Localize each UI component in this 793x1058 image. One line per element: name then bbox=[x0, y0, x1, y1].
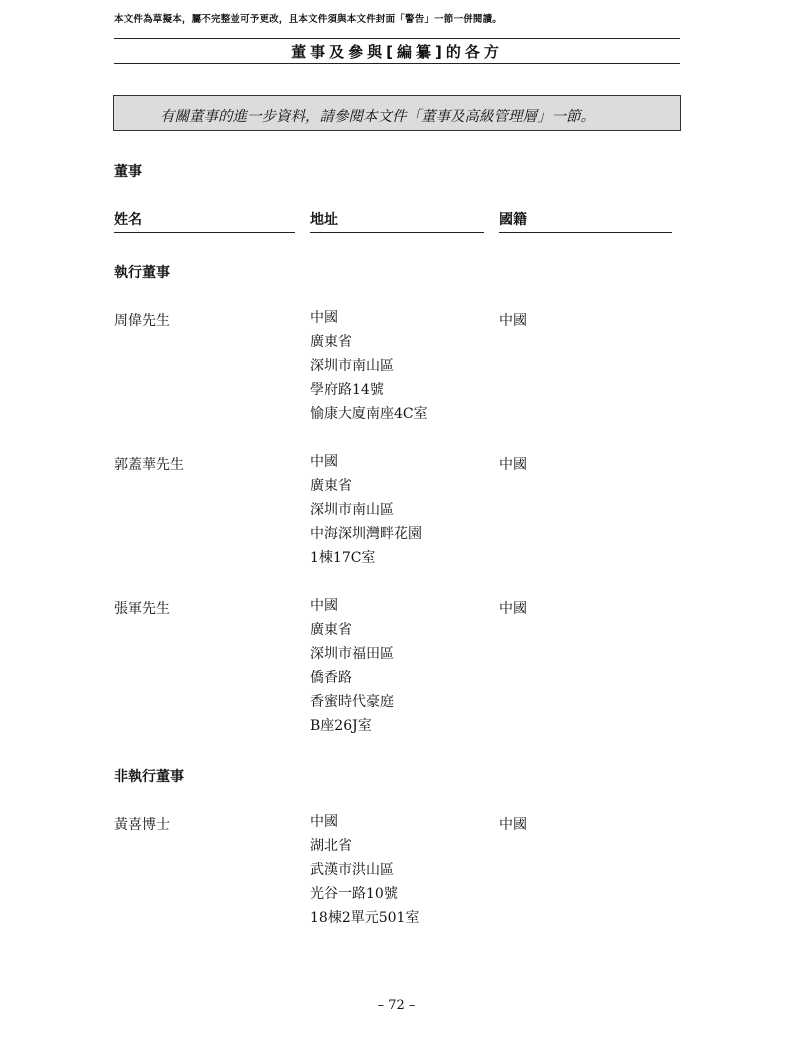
address-line: 18棟2單元501室 bbox=[310, 910, 420, 926]
director-name: 周偉先生 bbox=[114, 313, 170, 329]
column-header-address: 地址 bbox=[310, 209, 484, 233]
address-line: 中海深圳灣畔花園 bbox=[310, 526, 422, 542]
draft-warning: 本文件為草擬本，屬不完整並可予更改，且本文件須與本文件封面「警告」一節一併閱讀。 bbox=[114, 14, 503, 25]
header-bottom-rule bbox=[114, 63, 680, 64]
address-line: 深圳市南山區 bbox=[310, 502, 394, 518]
address-line: 光谷一路10號 bbox=[310, 886, 398, 902]
director-address bbox=[310, 450, 422, 570]
address-line: 中國 bbox=[310, 598, 338, 614]
director-nationality: 中國 bbox=[499, 457, 527, 473]
address-line: 香蜜時代豪庭 bbox=[310, 694, 394, 710]
address-line: 廣東省 bbox=[310, 622, 352, 638]
address-line: 學府路14號 bbox=[310, 382, 384, 398]
address-line: 廣東省 bbox=[310, 334, 352, 350]
director-address bbox=[310, 594, 394, 738]
header-top-rule bbox=[114, 38, 680, 39]
page-number: – 72 – bbox=[377, 998, 416, 1013]
director-name: 張軍先生 bbox=[114, 601, 170, 617]
reference-note-box bbox=[113, 95, 681, 131]
column-header-nationality: 國籍 bbox=[499, 209, 672, 233]
director-nationality: 中國 bbox=[499, 817, 527, 833]
address-line: 中國 bbox=[310, 310, 338, 326]
director-address bbox=[310, 306, 428, 426]
address-line: 中國 bbox=[310, 454, 338, 470]
address-line: B座26J室 bbox=[310, 718, 372, 734]
section-title-directors: 董事 bbox=[114, 164, 142, 180]
address-line: 1棟17C室 bbox=[310, 550, 376, 566]
column-header-name: 姓名 bbox=[114, 209, 295, 233]
subsection-executive-directors: 執行董事 bbox=[114, 265, 170, 281]
director-nationality: 中國 bbox=[499, 313, 527, 329]
subsection-non-executive-directors: 非執行董事 bbox=[114, 769, 184, 785]
address-line: 湖北省 bbox=[310, 838, 352, 854]
address-line: 廣東省 bbox=[310, 478, 352, 494]
address-line: 中國 bbox=[310, 814, 338, 830]
director-address bbox=[310, 810, 419, 930]
address-line: 武漢市洪山區 bbox=[310, 862, 394, 878]
director-name: 郭蓋華先生 bbox=[114, 457, 184, 473]
address-line: 愉康大廈南座4C室 bbox=[310, 406, 428, 422]
page-title: 董事及參與[編纂]的各方 bbox=[291, 43, 503, 61]
address-line: 深圳市南山區 bbox=[310, 358, 394, 374]
address-line: 僑香路 bbox=[310, 670, 352, 686]
address-line: 深圳市福田區 bbox=[310, 646, 394, 662]
reference-note-text: 有關董事的進一步資料，請參閱本文件「董事及高級管理層」一節。 bbox=[160, 109, 595, 125]
director-name: 黃喜博士 bbox=[114, 817, 170, 833]
director-nationality: 中國 bbox=[499, 601, 527, 617]
